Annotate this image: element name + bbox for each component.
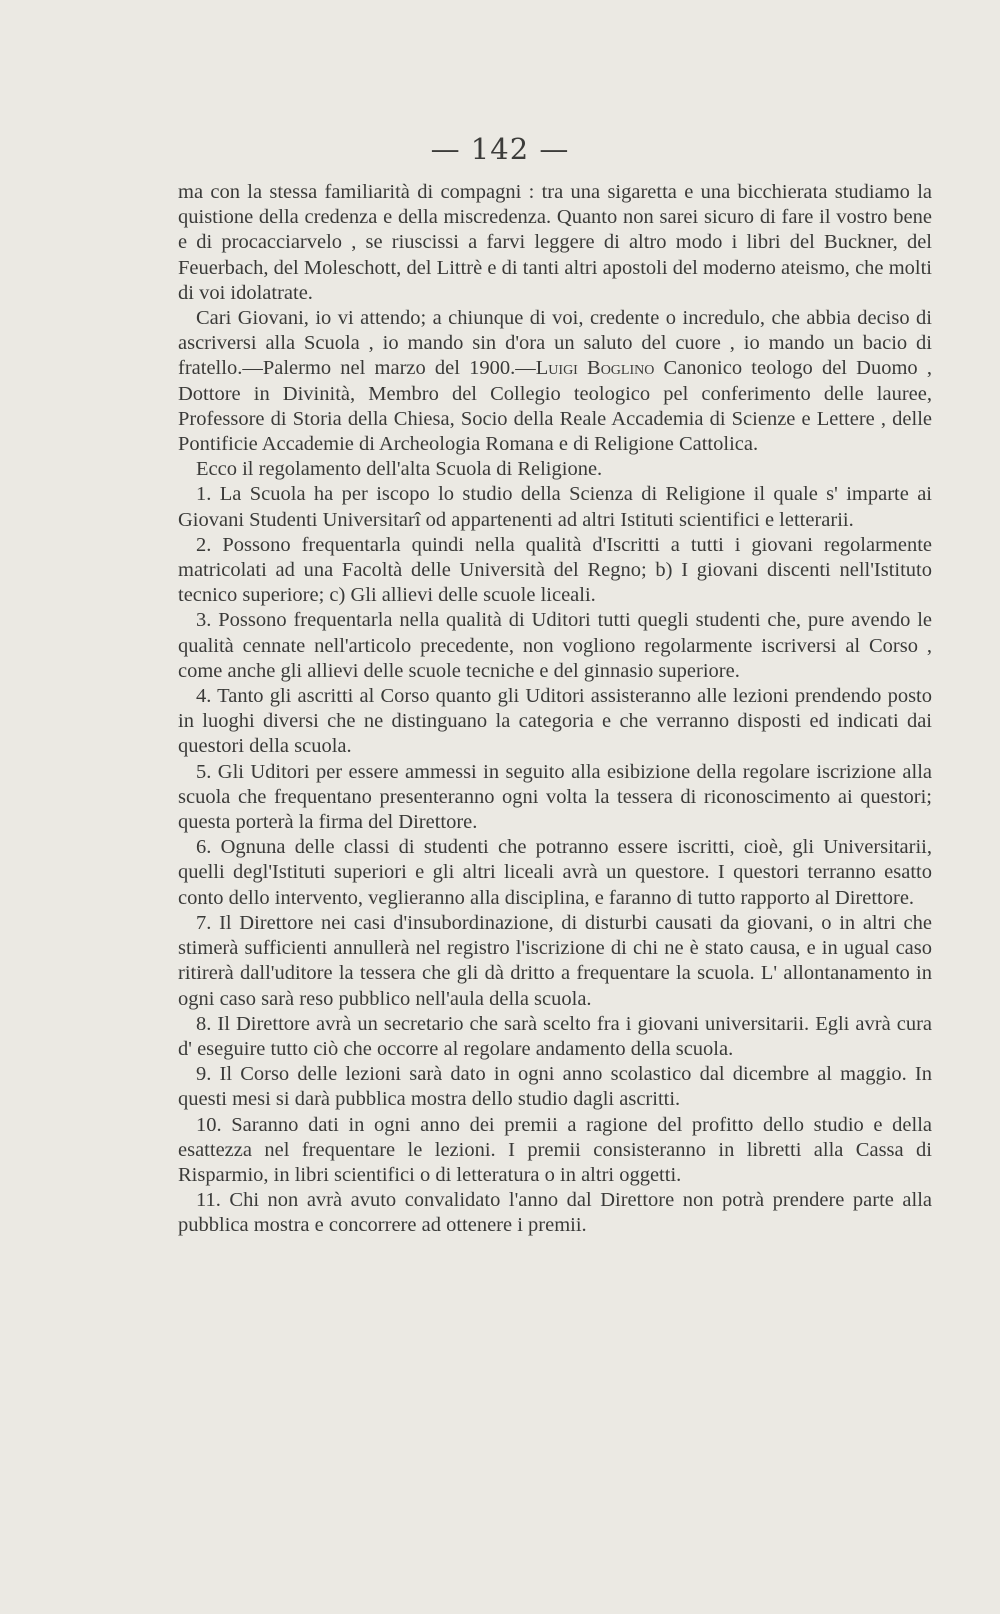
- regulation-article-2: 2. Possono frequentarla quindi nella qualità d'Iscritti a tutti i giovani regolarmente matricolati ad una Facoltà delle Università del Regno; b) I giovani discenti nell'Istituto tecnico superiore; c) Gli allievi delle scuole liceali.: [178, 533, 932, 607]
- author-titles: Canonico teologo del Duomo , Dottore in Divinità, Membro del Collegio teologico pel conferimento delle lauree, Professore di Storia della Chiesa, Socio della Reale Accademia di Scienze e Lettere , delle Pontificie Accademie di Archeologia Romana e di Religione Cattolica.: [178, 357, 932, 456]
- regulation-article-9: 9. Il Corso delle lezioni sarà dato in ogni anno scolastico dal dicembre al maggio. In questi mesi si darà pubblica mostra dello studio dagli ascritti.: [178, 1063, 932, 1111]
- paragraph-regulation-intro: Ecco il regolamento dell'alta Scuola di Religione.: [196, 458, 603, 481]
- regulation-article-5: 5. Gli Uditori per essere ammessi in seguito alla esibizione della regolare iscrizione alla scuola che frequentano presenteranno ogni volta la tessera di riconoscimento ai questori; questa porterà la firma del Direttore.: [178, 760, 932, 834]
- regulation-article-4: 4. Tanto gli ascritti al Corso quanto gli Uditori assisteranno alle lezioni prendendo posto in luoghi diversi che ne distinguano la categoria e che verranno disposti ed indicati dai questori della scuola.: [178, 685, 932, 758]
- invitation-text: Cari Giovani, io vi attendo; a chiunque di voi, credente o incredulo, che abbia deciso di ascriversi alla Scuola , io mando sin d'ora un saluto del cuore , io mando un bacio di fratello.—Palermo nel marzo del 1900.—: [178, 307, 932, 380]
- regulation-article-1: 1. La Scuola ha per iscopo lo studio della Scienza di Religione il quale s' imparte ai Giovani Studenti Universitarî od appartenenti ad altri Istituti scientifici e letterarii.: [178, 483, 932, 531]
- regulation-article-3: 3. Possono frequentarla nella qualità di Uditori tutti quegli studenti che, pure avendo le qualità cennate nell'articolo precedente, non vogliono regolarmente iscriversi al Corso , come anche gli allievi delle scuole tecniche e del ginnasio superiore.: [178, 609, 932, 682]
- regulation-article-6: 6. Ognuna delle classi di studenti che potranno essere iscritti, cioè, gli Universitarii, quelli degl'Istituti superiori e gli altri liceali avrà un questore. I questori terranno esatto conto dello intervento, veglieranno alla disciplina, e faranno di tutto rapporto al Direttore.: [178, 836, 932, 909]
- regulation-article-7: 7. Il Direttore nei casi d'insubordinazione, di disturbi causati da giovani, o in altri che stimerà sufficienti annullerà nel registro l'iscrizione di chi ne è stato causa, e in ugual caso ritirerà dall'uditore la tessera che gli dà dritto a frequentare la scuola. L' allontanamento in ogni caso sarà reso pubblico nell'aula della scuola.: [178, 911, 932, 1010]
- paragraph-opening: ma con la stessa familiarità di compagni : tra una sigaretta e una bicchierata studiamo la quistione della credenza e della miscredenza. Quanto non sarei sicuro di fare il vostro bene e di procacciarvelo , se riuscissi a farvi leggere di altro modo i libri del Buckner, del Feuerbach, del Moleschott, del Littrè e di tanti altri apostoli del moderno ateismo, che molti di voi idolatrate.: [178, 181, 932, 304]
- page-number: — 142 —: [430, 132, 570, 166]
- regulation-article-8: 8. Il Direttore avrà un secretario che sarà scelto fra i giovani universitarii. Egli avrà cura d' eseguire tutto ciò che occorre al regolare andamento della scuola.: [178, 1012, 932, 1060]
- body-text: [178, 180, 932, 1239]
- author-signature: Luigi Boglino: [535, 357, 655, 380]
- regulation-article-10: 10. Saranno dati in ogni anno dei premii a ragione del profitto dello studio e della esattezza nel frequentare le lezioni. I premii consisteranno in libretti alla Cassa di Risparmio, in libri scientifici o di letteratura o in altri oggetti.: [178, 1113, 932, 1186]
- paragraph-invitation: [178, 306, 932, 457]
- regulation-article-11: 11. Chi non avrà avuto convalidato l'anno dal Direttore non potrà prendere parte alla pubblica mostra e concorrere ad ottenere i premii.: [178, 1189, 932, 1237]
